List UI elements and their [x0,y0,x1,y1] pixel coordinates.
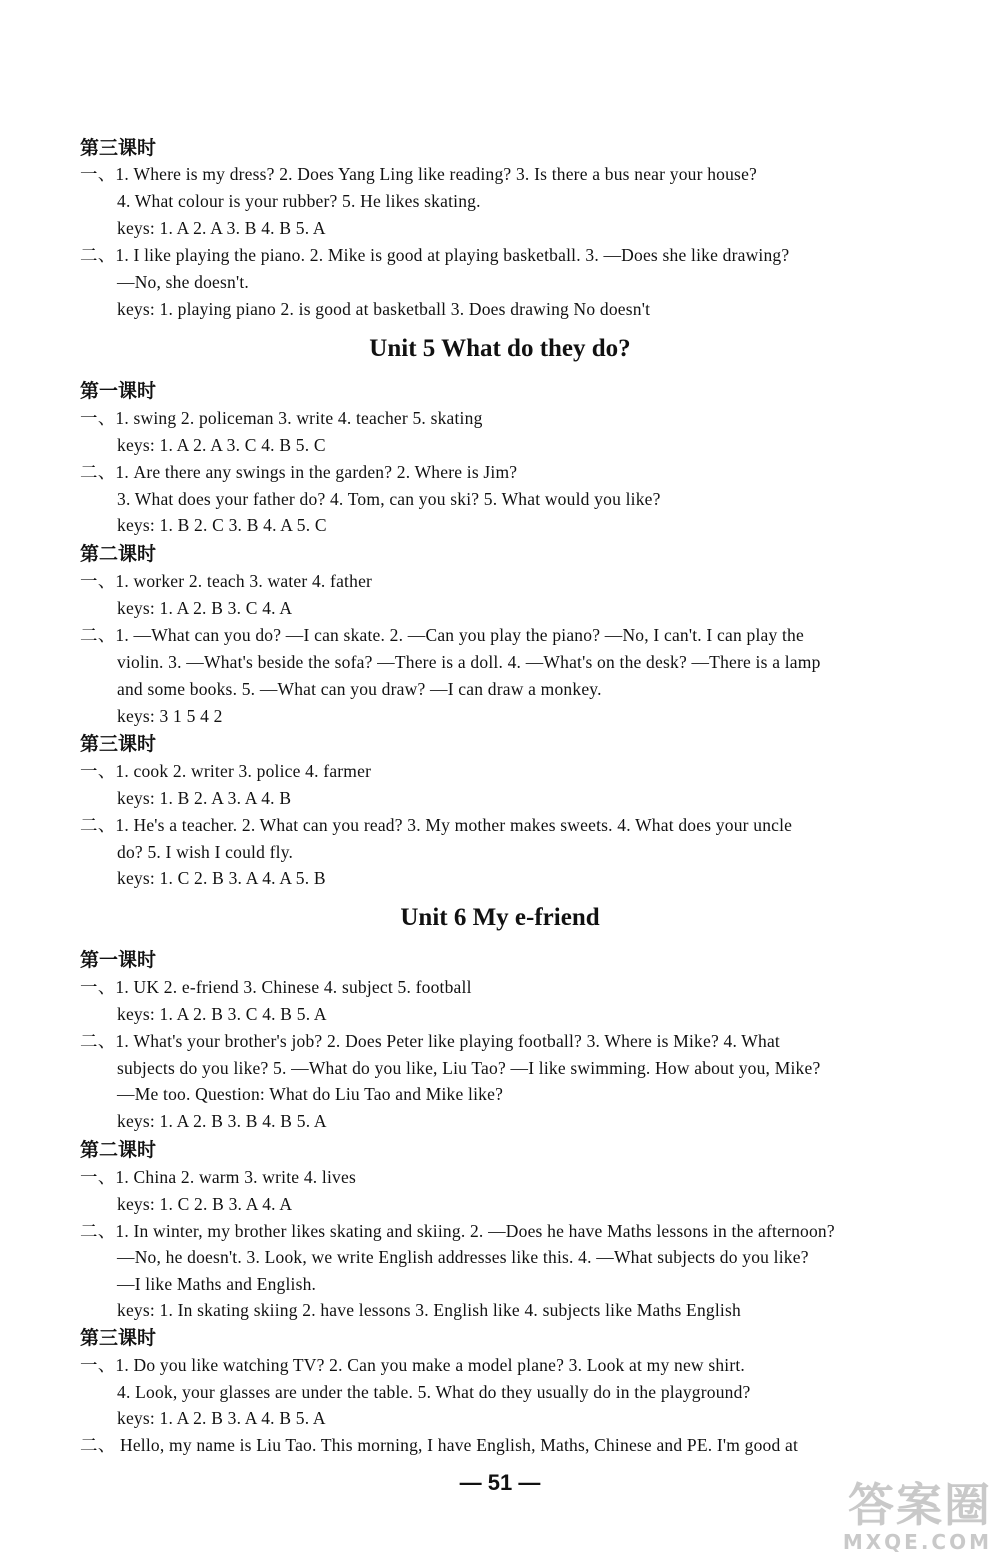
text-line: 一、1. Do you like watching TV? 2. Can you make a model plane? 3. Look at my new shirt. [80,1355,746,1375]
keys-line: keys: 1. A 2. A 3. C 4. B 5. C [117,435,326,455]
text-line: 二、 Hello, my name is Liu Tao. This morning, I have English, Maths, Chinese and PE. I'm good at [80,1435,799,1455]
keys-line: keys: 1. C 2. B 3. A 4. A [117,1194,293,1214]
page-number: — 51 — [459,1470,541,1495]
lesson-heading: 第二课时 [80,1139,157,1161]
lesson-heading: 第三课时 [80,733,157,755]
text-line: 二、1. I like playing the piano. 2. Mike is good at playing basketball. 3. —Does she like drawing? [80,245,790,265]
text-line: —No, he doesn't. 3. Look, we write English addresses like this. 4. —What subjects do you like? [117,1247,809,1267]
keys-line: keys: 1. A 2. B 3. B 4. B 5. A [117,1111,327,1131]
text-line: 4. Look, your glasses are under the table. 5. What do they usually do in the playground? [117,1382,751,1402]
lesson-heading: 第一课时 [80,380,157,402]
watermark-top: 答案圈 [848,1478,992,1532]
keys-line: keys: 1. B 2. A 3. A 4. B [117,788,292,808]
text-line: 二、1. He's a teacher. 2. What can you read? 3. My mother makes sweets. 4. What does your uncle [80,815,793,835]
keys-line: keys: 3 1 5 4 2 [117,706,223,726]
text-line: do? 5. I wish I could fly. [117,842,294,862]
text-line: 一、1. swing 2. policeman 3. write 4. teacher 5. skating [80,408,483,428]
text-line: 一、1. UK 2. e-friend 3. Chinese 4. subject 5. football [80,977,472,997]
keys-line: keys: 1. A 2. A 3. B 4. B 5. A [117,218,326,238]
text-line: 二、1. Are there any swings in the garden? 2. Where is Jim? [80,462,518,482]
text-line: 一、1. Where is my dress? 2. Does Yang Ling like reading? 3. Is there a bus near your house? [80,164,758,184]
watermark-bottom: MXQE.COM [842,1530,992,1554]
lesson-heading: 第二课时 [80,543,157,565]
text-line: 一、1. China 2. warm 3. write 4. lives [80,1167,356,1187]
text-line: 二、1. What's your brother's job? 2. Does Peter like playing football? 3. Where is Mike? 4. What [80,1031,780,1051]
watermark-logo [843,1480,992,1554]
text-line: 一、1. cook 2. writer 3. police 4. farmer [80,761,372,781]
unit-title: Unit 6 My e-friend [400,904,600,931]
keys-line: keys: 1. A 2. B 3. A 4. B 5. A [117,1408,326,1428]
lesson-heading: 第三课时 [80,1327,157,1349]
keys-line: keys: 1. playing piano 2. is good at basketball 3. Does drawing No doesn't [117,299,651,319]
text-line: subjects do you like? 5. —What do you like, Liu Tao? —I like swimming. How about you, Mike? [117,1058,821,1078]
text-line: 二、1. —What can you do? —I can skate. 2. —Can you play the piano? —No, I can't. I can play the [80,625,804,645]
keys-line: keys: 1. B 2. C 3. B 4. A 5. C [117,515,327,535]
text-line: —No, she doesn't. [117,272,249,292]
keys-line: keys: 1. A 2. B 3. C 4. A [117,598,293,618]
keys-line: keys: 1. A 2. B 3. C 4. B 5. A [117,1004,327,1024]
lesson-heading: 第一课时 [80,949,157,971]
text-line: and some books. 5. —What can you draw? —I can draw a monkey. [117,679,602,699]
text-line: 二、1. In winter, my brother likes skating and skiing. 2. —Does he have Maths lessons in the afternoon? [80,1221,835,1241]
lesson-heading: 第三课时 [80,137,157,159]
text-line: —I like Maths and English. [117,1274,317,1294]
text-line: —Me too. Question: What do Liu Tao and Mike like? [117,1084,504,1104]
text-line: 一、1. worker 2. teach 3. water 4. father [80,571,373,591]
keys-line: keys: 1. C 2. B 3. A 4. A 5. B [117,868,326,888]
text-line: violin. 3. —What's beside the sofa? —There is a doll. 4. —What's on the desk? —There is a lamp [117,652,821,672]
text-line: 3. What does your father do? 4. Tom, can you ski? 5. What would you like? [117,489,661,509]
text-line: 4. What colour is your rubber? 5. He likes skating. [117,191,481,211]
unit-title: Unit 5 What do they do? [369,335,631,362]
keys-line: keys: 1. In skating skiing 2. have lessons 3. English like 4. subjects like Maths English [117,1300,741,1320]
